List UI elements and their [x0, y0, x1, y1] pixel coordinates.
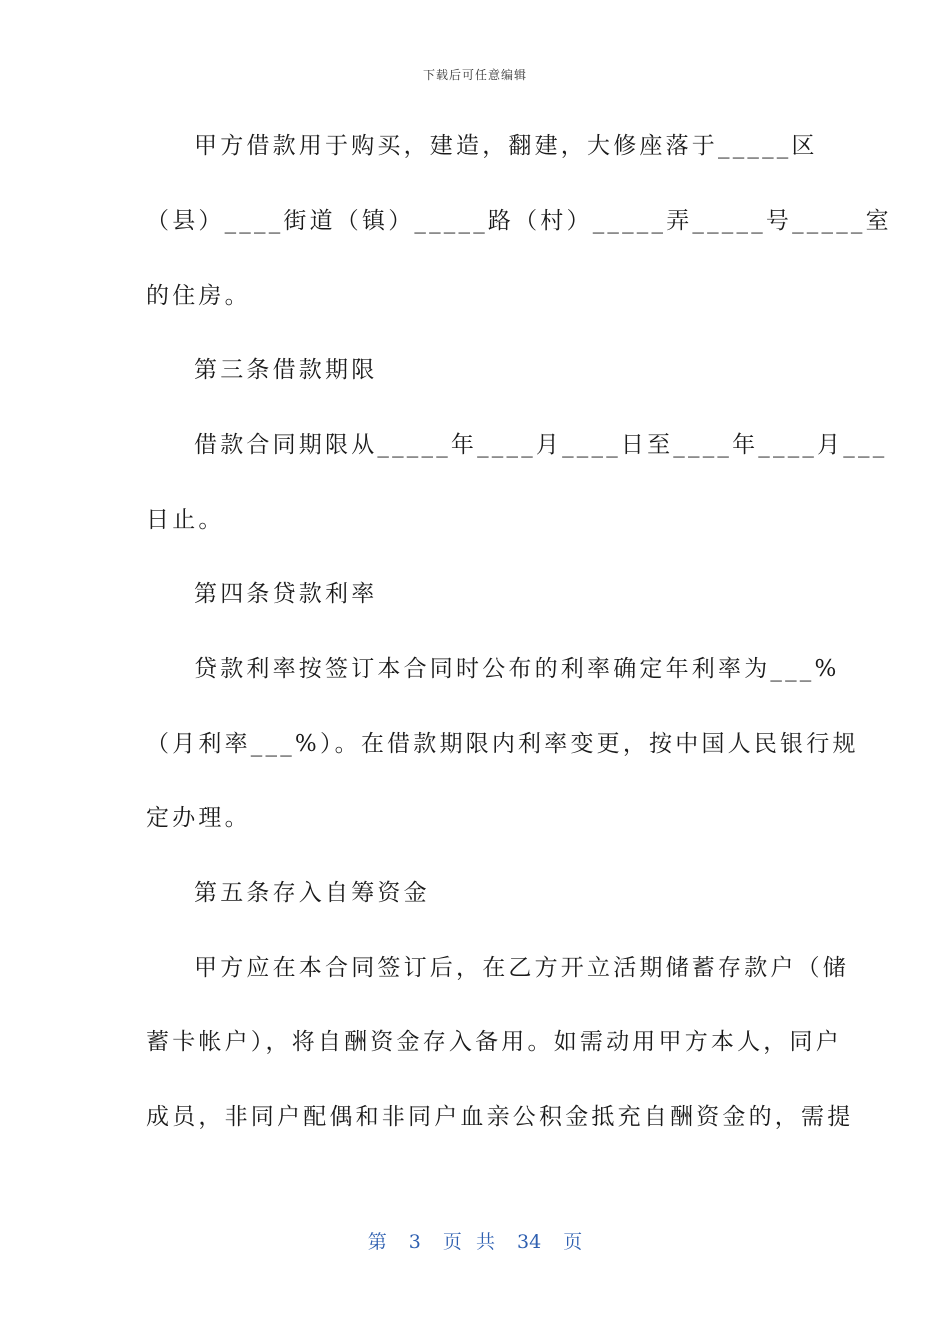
section-heading: 第五条存入自筹资金 [194, 880, 430, 906]
section-heading: 第三条借款期限 [194, 357, 378, 383]
footer-suffix: 页 [563, 1231, 583, 1253]
paragraph-line: 蓄卡帐户），将自酬资金存入备用。如需动用甲方本人，同户 [146, 1029, 842, 1055]
paragraph-line: 的住房。 [146, 283, 251, 309]
paragraph-line: 贷款利率按签订本合同时公布的利率确定年利率为___% [194, 656, 840, 682]
paragraph-line: 日止。 [146, 507, 225, 533]
footer-middle: 页 共 [442, 1231, 495, 1253]
paragraph-line: （县）____街道（镇）_____路（村）_____弄_____号_____室 [146, 208, 892, 234]
paragraph-line: 甲方借款用于购买，建造，翻建，大修座落于_____区 [194, 133, 818, 159]
paragraph-line: （月利率___%）。在借款期限内利率变更，按中国人民银行规 [146, 731, 859, 757]
page-header: 下载后可任意编辑 [422, 68, 527, 82]
paragraph-line: 借款合同期限从_____年____月____日至____年____月___ [194, 432, 888, 458]
footer-prefix: 第 [367, 1231, 387, 1253]
section-heading: 第四条贷款利率 [194, 581, 378, 607]
paragraph-line: 定办理。 [146, 805, 251, 831]
page-footer [0, 1227, 950, 1254]
paragraph-line: 成员，非同户配偶和非同户血亲公积金抵充自酬资金的，需提 [146, 1104, 854, 1130]
total-pages-number: 34 [517, 1231, 542, 1253]
paragraph-line: 甲方应在本合同签订后，在乙方开立活期储蓄存款户（储 [194, 955, 849, 981]
current-page-number: 3 [408, 1231, 421, 1253]
